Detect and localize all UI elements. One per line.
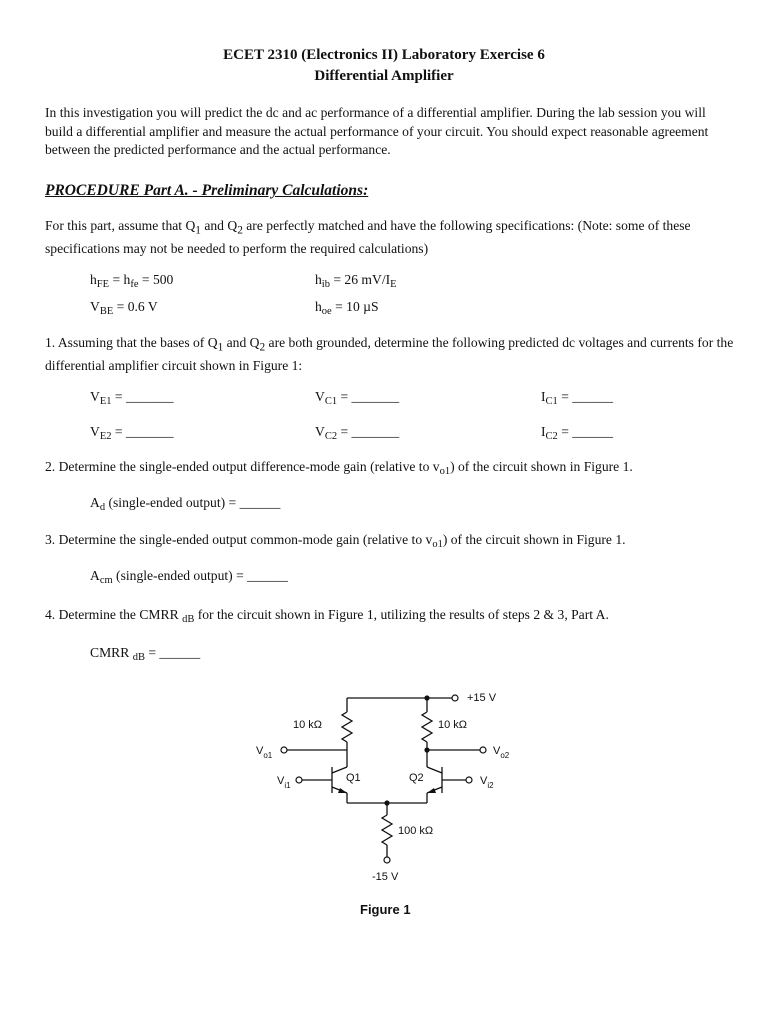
vc2-symbol: V xyxy=(315,424,325,439)
spec-hib-symbol: h xyxy=(315,272,322,287)
rc1-label: 10 kΩ xyxy=(293,719,323,731)
vi1-terminal xyxy=(296,777,302,783)
q1-text-3: are both grounded, determine the following predicted dc voltages and currents for the differential amplifier circuit shown in Figure 1: xyxy=(45,335,734,374)
vo1-symbol: V xyxy=(256,745,264,757)
emitter-junction xyxy=(384,800,389,805)
vi2-label xyxy=(480,775,494,790)
spec-hoe-symbol: h xyxy=(315,299,322,314)
document-title: ECET 2310 (Electronics II) Laboratory Exercise 6 xyxy=(223,47,545,63)
q3-text: 3. Determine the single-ended output common-mode gain (relative to v xyxy=(45,532,433,547)
cmrr-blank: = ______ xyxy=(144,645,201,660)
q4-text-end: for the circuit shown in Figure 1, utilizing the results of steps 2 & 3, Part A. xyxy=(194,607,609,622)
spec-hfe-sub2: fe xyxy=(130,279,139,290)
spec-hfe-symbol: h xyxy=(90,272,97,287)
spec-hoe-sub: oe xyxy=(321,306,332,317)
ad-blank: (single-ended output) = ______ xyxy=(105,495,281,510)
assumption-sub-2: 2 xyxy=(237,224,243,237)
ve1-sub: E1 xyxy=(99,396,112,407)
q2-collector xyxy=(427,767,442,773)
q1-sub-2: 2 xyxy=(259,341,266,354)
vneg-label: -15 V xyxy=(372,871,399,883)
vi2-sub: i2 xyxy=(487,781,494,790)
acm-symbol: A xyxy=(90,568,100,583)
q2-label: Q2 xyxy=(409,772,424,784)
q1-emitter-arrow xyxy=(338,788,347,793)
assumption-text-2: and Q xyxy=(200,218,238,233)
q2-text: 2. Determine the single-ended output difference-mode gain (relative to v xyxy=(45,459,440,474)
vi1-symbol: V xyxy=(277,775,285,787)
spec-vbe-sub: BE xyxy=(99,306,114,317)
intro-paragraph: In this investigation you will predict the dc and ac performance of a differential amplifier. During the lab session you will build a differential amplifier and measure the actual performance of your circuit. You should expect reasonable agreement between the predicted performance and the actual performance. xyxy=(45,105,709,157)
vo1-sub: o1 xyxy=(263,751,273,760)
rc2-resistor xyxy=(422,712,432,742)
ic2-blank: = ______ xyxy=(557,424,614,439)
q1-text-1: 1. Assuming that the bases of Q xyxy=(45,335,218,350)
spec-vbe-symbol: V xyxy=(90,299,100,314)
vi1-label xyxy=(277,775,291,790)
acm-sub: cm xyxy=(99,575,113,586)
vo2-label xyxy=(493,745,510,760)
vo2-symbol: V xyxy=(493,745,501,757)
assumption-text-1: For this part, assume that Q xyxy=(45,218,196,233)
vo1-terminal xyxy=(281,747,287,753)
vo2-terminal xyxy=(480,747,486,753)
ic1-symbol: I xyxy=(541,389,546,404)
vc1-sub: C1 xyxy=(324,396,338,407)
ve2-sub: E2 xyxy=(99,431,112,442)
vi2-symbol: V xyxy=(480,775,488,787)
q2-sub: o1 xyxy=(439,466,451,477)
spec-hib-sub2: E xyxy=(390,279,397,290)
vi2-terminal xyxy=(466,777,472,783)
vpos-label: +15 V xyxy=(467,692,497,704)
acm-blank: (single-ended output) = ______ xyxy=(112,568,288,583)
ic2-sub: C2 xyxy=(545,431,558,442)
vo2-sub: o2 xyxy=(500,751,510,760)
q1-label: Q1 xyxy=(346,772,361,784)
rc2-label: 10 kΩ xyxy=(438,719,468,731)
vi1-sub: i1 xyxy=(284,781,291,790)
re-label: 100 kΩ xyxy=(398,825,434,837)
spec-hib-sub: ib xyxy=(321,279,330,290)
q2-emitter-arrow xyxy=(427,788,436,793)
vpos-terminal xyxy=(452,695,458,701)
re-resistor xyxy=(382,815,392,845)
ve1-symbol: V xyxy=(90,389,100,404)
rc1-resistor xyxy=(342,712,352,742)
assumption-text-3: are perfectly matched and have the following specifications: (Note: some of these specifications may not be needed to perform the required calculations) xyxy=(45,218,691,257)
vo2-junction xyxy=(424,747,429,752)
assumption-sub-1: 1 xyxy=(195,224,201,237)
cmrr-symbol: CMRR xyxy=(90,645,133,660)
vneg-terminal xyxy=(384,857,390,863)
q1-text-2: and Q xyxy=(223,335,260,350)
spec-hoe-value: = 10 µS xyxy=(331,299,379,314)
q3-sub: o1 xyxy=(432,539,443,550)
ic1-sub: C1 xyxy=(545,396,558,407)
cmrr-sub: dB xyxy=(132,652,145,663)
ad-sub: d xyxy=(99,502,106,513)
spec-hfe-sub: FE xyxy=(96,279,110,290)
top-rail-junction xyxy=(424,695,429,700)
spec-vbe-value: = 0.6 V xyxy=(113,299,158,314)
ad-symbol: A xyxy=(90,495,100,510)
ic2-symbol: I xyxy=(541,424,546,439)
ve2-symbol: V xyxy=(90,424,100,439)
procedure-heading: PROCEDURE Part A. - Preliminary Calculations: xyxy=(45,182,369,199)
vo1-label xyxy=(256,745,273,760)
spec-hfe-value: = 500 xyxy=(138,272,174,287)
ve1-blank: = _______ xyxy=(111,389,174,404)
q4-text: 4. Determine the CMRR xyxy=(45,607,183,622)
document-subtitle: Differential Amplifier xyxy=(314,68,454,84)
figure-caption: Figure 1 xyxy=(360,902,411,917)
spec-hib-value: = 26 mV/I xyxy=(329,272,391,287)
vc2-sub: C2 xyxy=(324,431,338,442)
spec-hfe-eq: = h xyxy=(109,272,131,287)
q2-text-end: ) of the circuit shown in Figure 1. xyxy=(450,459,633,474)
ic1-blank: = ______ xyxy=(557,389,614,404)
vc2-blank: = _______ xyxy=(337,424,400,439)
vc1-symbol: V xyxy=(315,389,325,404)
q4-sub: dB xyxy=(182,614,195,625)
q1-collector xyxy=(332,767,347,773)
q1-sub-1: 1 xyxy=(217,341,224,354)
q3-text-end: ) of the circuit shown in Figure 1. xyxy=(442,532,626,547)
ve2-blank: = _______ xyxy=(111,424,174,439)
vc1-blank: = _______ xyxy=(337,389,400,404)
